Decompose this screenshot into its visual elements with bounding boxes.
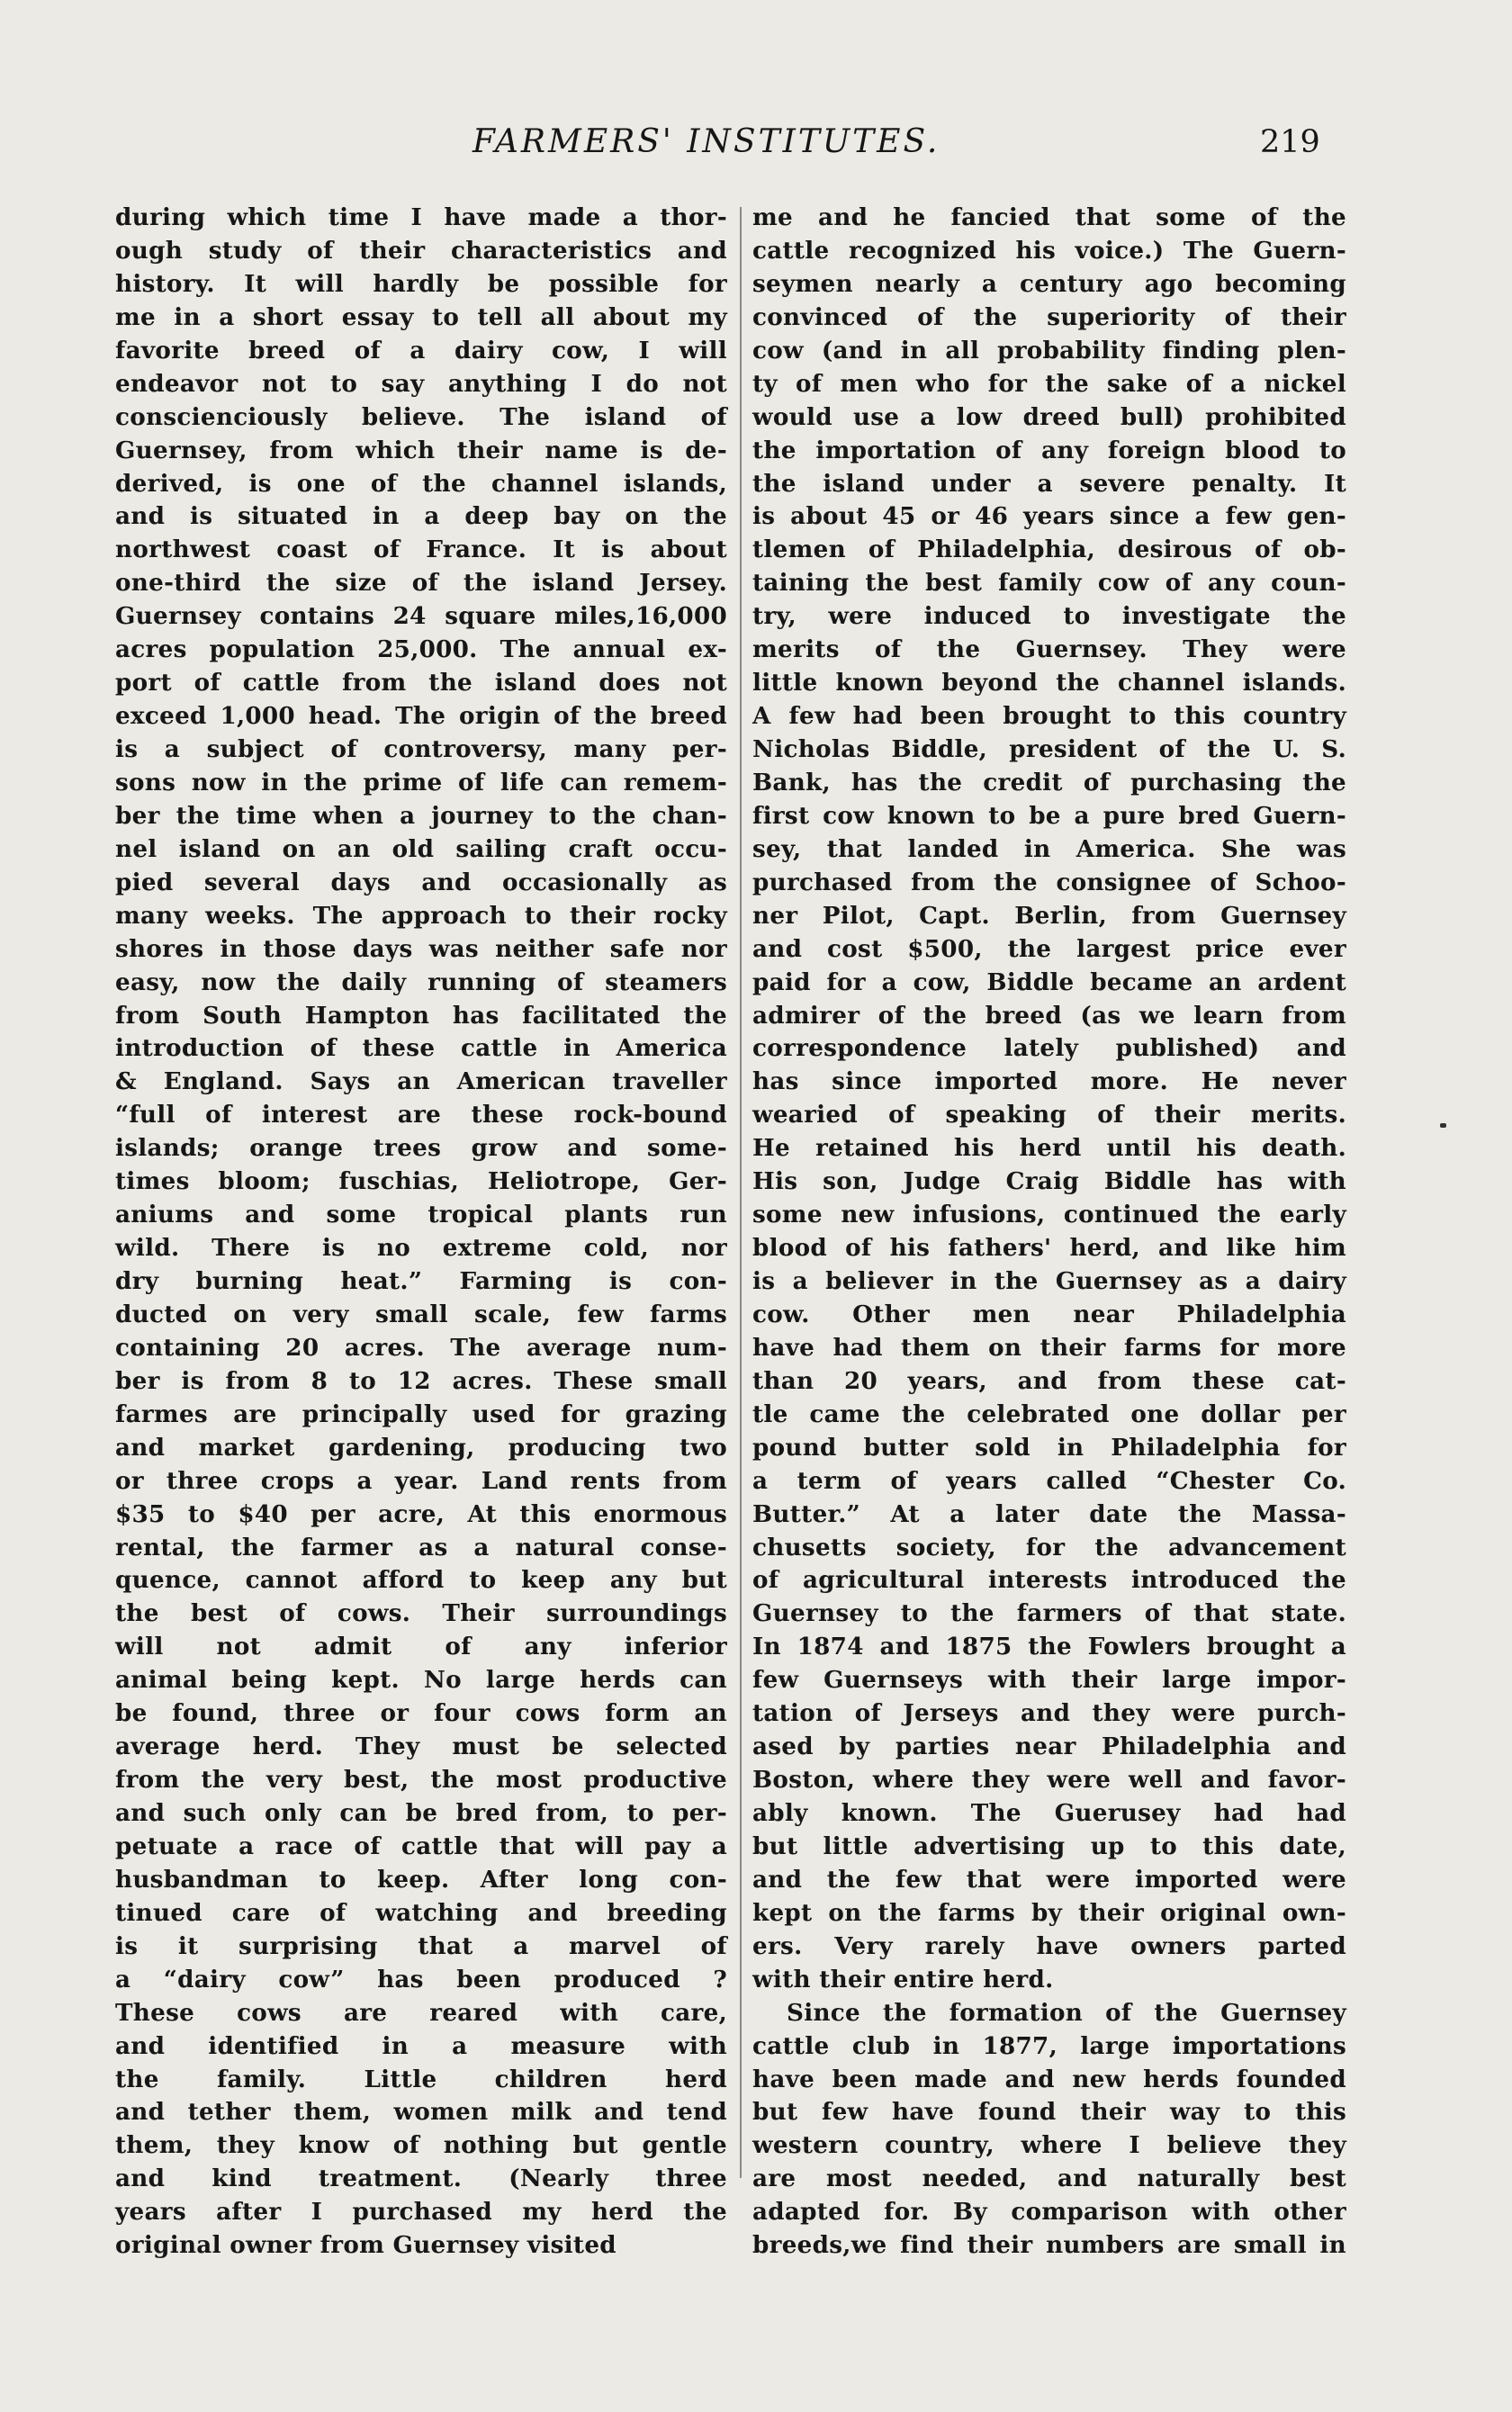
text-line: and is situated in a deep bay on the <box>115 502 727 531</box>
text-line: “full of interest are these rock-bound <box>115 1101 727 1130</box>
text-line: adapted for. By comparison with other <box>752 2198 1346 2227</box>
text-line: tlemen of Philadelphia, desirous of ob- <box>752 536 1346 564</box>
text-line: from the very best, the most productive <box>115 1766 727 1795</box>
text-line: ers. Very rarely have owners parted <box>752 1931 1346 1960</box>
text-line: than 20 years, and from these cat- <box>752 1366 1346 1395</box>
text-line: cow. Other men near Philadelphia <box>752 1300 1346 1328</box>
text-line: pound butter sold in Philadelphia for <box>752 1433 1346 1462</box>
text-line: of agricultural interests introduced the <box>752 1566 1346 1595</box>
text-line: from South Hampton has facilitated the <box>115 1001 727 1030</box>
text-line: animal being kept. No large herds can <box>115 1666 727 1695</box>
text-line: them, they know of nothing but gentle <box>115 2131 727 2160</box>
text-line: history. It will hardly be possible for <box>115 269 727 298</box>
left-text-column <box>115 202 727 2263</box>
text-line: husbandman to keep. After long con- <box>115 1865 727 1894</box>
text-line: islands; orange trees grow and some- <box>115 1134 727 1163</box>
text-line: is a believer in the Guernsey as a dairy <box>752 1267 1346 1295</box>
text-line: a term of years called “Chester Co. <box>752 1466 1346 1495</box>
text-line: aniums and some tropical plants run <box>115 1201 727 1229</box>
text-line: cattle recognized his voice.) The Guern- <box>752 236 1346 265</box>
text-line: and cost $500, the largest price ever <box>752 934 1346 963</box>
text-line: and tether them, women milk and tend <box>115 2098 727 2127</box>
text-line: and market gardening, producing two <box>115 1433 727 1462</box>
text-line: ber is from 8 to 12 acres. These small <box>115 1366 727 1395</box>
text-line: or three crops a year. Land rents from <box>115 1466 727 1495</box>
text-line: Guernsey to the farmers of that state. <box>752 1599 1346 1628</box>
text-line: seymen nearly a century ago becoming <box>752 269 1346 298</box>
text-line: and the few that were imported were <box>752 1865 1346 1894</box>
text-line: easy, now the daily running of steamers <box>115 968 727 996</box>
column-divider <box>740 207 742 2178</box>
text-line: is a subject of controversy, many per- <box>115 735 727 763</box>
text-line: try, were induced to investigate the <box>752 602 1346 631</box>
text-line: kept on the farms by their original own- <box>752 1898 1346 1927</box>
text-line: chusetts society, for the advancement <box>752 1533 1346 1562</box>
text-line: quence, cannot afford to keep any but <box>115 1566 727 1595</box>
text-line: and such only can be bred from, to per- <box>115 1799 727 1827</box>
text-line: rental, the farmer as a natural conse- <box>115 1533 727 1562</box>
text-line: pied several days and occasionally as <box>115 868 727 896</box>
text-line: A few had been brought to this country <box>752 702 1346 731</box>
text-line: tinued care of watching and breeding <box>115 1898 727 1927</box>
text-line: but little advertising up to this date, <box>752 1832 1346 1860</box>
text-line: petuate a race of cattle that will pay a <box>115 1832 727 1860</box>
text-line: has since imported more. He never <box>752 1067 1346 1096</box>
ink-speck <box>1440 1123 1446 1128</box>
text-line: Bank, has the credit of purchasing the <box>752 768 1346 796</box>
text-line: introduction of these cattle in America <box>115 1034 727 1063</box>
text-line: sey, that landed in America. She was <box>752 834 1346 863</box>
text-line: merits of the Guernsey. They were <box>752 635 1346 664</box>
text-line: but few have found their way to this <box>752 2098 1346 2127</box>
text-line: ably known. The Guerusey had had <box>752 1799 1346 1827</box>
text-line: many weeks. The approach to their rocky <box>115 901 727 930</box>
text-line: These cows are reared with care, <box>115 1998 727 2027</box>
text-line: acres population 25,000. The annual ex- <box>115 635 727 664</box>
text-line: western country, where I believe they <box>752 2131 1346 2160</box>
text-line: me and he fancied that some of the <box>752 203 1346 231</box>
text-line: He retained his herd until his death. <box>752 1134 1346 1163</box>
text-line: convinced of the superiority of their <box>752 302 1346 331</box>
text-line: are most needed, and naturally best <box>752 2164 1346 2193</box>
text-line: with their entire herd. <box>752 1965 1054 1994</box>
text-line: a “dairy cow” has been produced ? <box>115 1965 727 1994</box>
text-line: shores in those days was neither safe nor <box>115 934 727 963</box>
text-line: endeavor not to say anything I do not <box>115 369 727 398</box>
text-line: some new infusions, continued the early <box>752 1201 1346 1229</box>
text-line: is about 45 or 46 years since a few gen- <box>752 502 1346 531</box>
text-line: $35 to $40 per acre, At this enormous <box>115 1499 727 1528</box>
text-line: farmes are principally used for grazing <box>115 1400 727 1428</box>
text-line: port of cattle from the island does not <box>115 669 727 698</box>
text-line: northwest coast of France. It is about <box>115 536 727 564</box>
text-line: nel island on an old sailing craft occu- <box>115 834 727 863</box>
text-line: Butter.” At a later date the Massa- <box>752 1499 1346 1528</box>
running-head <box>0 115 1512 169</box>
text-line: dry burning heat.” Farming is con- <box>115 1267 727 1295</box>
text-line: original owner from Guernsey visited <box>115 2231 616 2260</box>
text-line: derived, is one of the channel islands, <box>115 469 727 498</box>
text-line: ner Pilot, Capt. Berlin, from Guernsey <box>752 901 1346 930</box>
text-line: tation of Jerseys and they were purch- <box>752 1699 1346 1728</box>
text-line: Since the formation of the Guernsey <box>787 1998 1346 2027</box>
text-line: have been made and new herds founded <box>752 2065 1346 2093</box>
text-line: years after I purchased my herd the <box>115 2198 727 2227</box>
text-line: containing 20 acres. The average num- <box>115 1333 727 1362</box>
text-line: ducted on very small scale, few farms <box>115 1300 727 1328</box>
text-line: conscienciously believe. The island of <box>115 402 727 431</box>
text-line: me in a short essay to tell all about my <box>115 302 727 331</box>
text-line: the importation of any foreign blood to <box>752 436 1346 464</box>
text-line: and identified in a measure with <box>115 2031 727 2060</box>
text-line: taining the best family cow of any coun- <box>752 569 1346 598</box>
page-number: 219 <box>1260 124 1320 160</box>
text-line: one-third the size of the island Jersey. <box>115 569 727 598</box>
text-line: is it surprising that a marvel of <box>115 1931 727 1960</box>
text-line: His son, Judge Craig Biddle has with <box>752 1167 1346 1196</box>
text-line: ased by parties near Philadelphia and <box>752 1732 1346 1761</box>
text-line: would use a low dreed bull) prohibited <box>752 402 1346 431</box>
text-line: will not admit of any inferior <box>115 1633 727 1661</box>
text-line: cow (and in all probability finding plen- <box>752 336 1346 364</box>
text-line: & England. Says an American traveller <box>115 1067 727 1096</box>
text-line: average herd. They must be selected <box>115 1732 727 1761</box>
text-line: correspondence lately published) and <box>752 1034 1346 1063</box>
text-line: the best of cows. Their surroundings <box>115 1599 727 1628</box>
text-line: exceed 1,000 head. The origin of the breed <box>115 702 727 731</box>
text-line: ough study of their characteristics and <box>115 236 727 265</box>
text-line: purchased from the consignee of Schoo- <box>752 868 1346 896</box>
text-line: during which time I have made a thor- <box>115 203 727 231</box>
text-line: admirer of the breed (as we learn from <box>752 1001 1346 1030</box>
text-line: paid for a cow, Biddle became an ardent <box>752 968 1346 996</box>
text-line: wearied of speaking of their merits. <box>752 1101 1346 1130</box>
running-title: FARMERS' INSTITUTES. <box>472 123 940 160</box>
text-line: Guernsey, from which their name is de- <box>115 436 727 464</box>
text-line: Boston, where they were well and favor- <box>752 1766 1346 1795</box>
text-line: sons now in the prime of life can remem- <box>115 768 727 796</box>
text-line: little known beyond the channel islands. <box>752 669 1346 698</box>
text-line: ber the time when a journey to the chan- <box>115 801 727 830</box>
text-line: and kind treatment. (Nearly three <box>115 2164 727 2193</box>
text-line: Nicholas Biddle, president of the U. S. <box>752 735 1346 763</box>
text-line: first cow known to be a pure bred Guern- <box>752 801 1346 830</box>
text-line: have had them on their farms for more <box>752 1333 1346 1362</box>
text-line: wild. There is no extreme cold, nor <box>115 1234 727 1263</box>
text-line: blood of his fathers' herd, and like him <box>752 1234 1346 1263</box>
text-line: ty of men who for the sake of a nickel <box>752 369 1346 398</box>
text-line: breeds,we find their numbers are small in <box>752 2231 1346 2260</box>
text-line: the island under a severe penalty. It <box>752 469 1346 498</box>
text-line: Guernsey contains 24 square miles,16,000 <box>115 602 727 631</box>
text-line: times bloom; fuschias, Heliotrope, Ger- <box>115 1167 727 1196</box>
text-line: favorite breed of a dairy cow, I will <box>115 336 727 364</box>
text-line: In 1874 and 1875 the Fowlers brought a <box>752 1633 1346 1661</box>
text-line: few Guernseys with their large impor- <box>752 1666 1346 1695</box>
right-text-column <box>752 202 1346 2263</box>
text-line: cattle club in 1877, large importations <box>752 2031 1346 2060</box>
text-line: be found, three or four cows form an <box>115 1699 727 1728</box>
text-line: the family. Little children herd <box>115 2065 727 2093</box>
text-line: tle came the celebrated one dollar per <box>752 1400 1346 1428</box>
